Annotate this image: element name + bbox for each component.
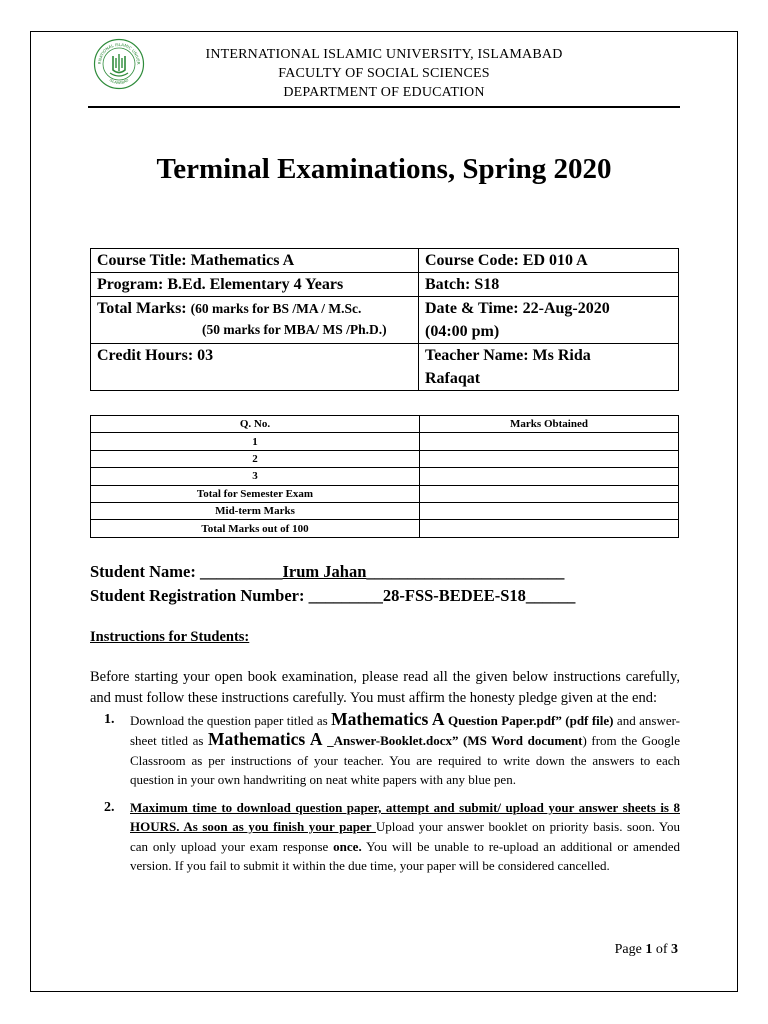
- row-label: Total Marks out of 100: [91, 520, 420, 537]
- marks-cell: [420, 502, 679, 519]
- svg-text:ISLAMABAD: [109, 78, 130, 85]
- marks-cell: [420, 433, 679, 450]
- marks-table: [90, 415, 679, 538]
- item-body: [130, 798, 680, 875]
- svg-text:INTERNATIONAL ISLAMIC UNIVERSI: [93, 38, 141, 65]
- info-row: [91, 344, 679, 391]
- instructions-heading: Instructions for Students:: [90, 629, 250, 645]
- date-time-cell: [419, 297, 679, 344]
- row-label: Total for Semester Exam: [91, 485, 420, 502]
- info-row: [91, 297, 679, 344]
- table-row: [91, 485, 679, 502]
- university-header: [180, 45, 588, 102]
- header-divider: [88, 106, 680, 108]
- item2-text-b: You will be unable to re-upload an additional or amended version. If you fail to submit it within the due time, your paper will be considered cancelled.: [130, 838, 680, 873]
- total-marks-cell: [91, 297, 419, 344]
- credit-hours: Credit Hours: 03: [91, 344, 419, 391]
- student-name-line: [90, 562, 564, 582]
- total-marks-label: Total Marks:: [97, 300, 187, 317]
- item2-once: once.: [333, 838, 362, 854]
- student-registration-line: [90, 586, 575, 606]
- exam-title: Terminal Examinations, Spring 2020: [156, 153, 612, 185]
- course-title: Course Title: Mathematics A: [91, 249, 419, 273]
- university-name: INTERNATIONAL ISLAMIC UNIVERSITY, ISLAMABAD: [205, 47, 563, 62]
- total-marks-line1: (60 marks for BS /MA / M.Sc.: [190, 301, 362, 316]
- department-name: DEPARTMENT OF EDUCATION: [283, 85, 485, 100]
- table-row: [91, 433, 679, 450]
- table-row: [91, 520, 679, 537]
- batch: Batch: S18: [419, 273, 679, 297]
- marks-cell: [420, 450, 679, 467]
- item2-text-a: Upload your answer booklet on priority basis. soon. You can only upload your exam response: [130, 819, 680, 854]
- marks-cell: [420, 520, 679, 537]
- info-row: [91, 273, 679, 297]
- instruction-item-2: [90, 798, 680, 875]
- table-row: [91, 450, 679, 467]
- item-number: 1.: [104, 712, 115, 727]
- row-label: 2: [91, 450, 420, 467]
- course-code: Course Code: ED 010 A: [419, 249, 679, 273]
- page-number: 1: [645, 942, 653, 957]
- student-name-value: Irum Jahan: [282, 562, 367, 581]
- student-name-label: Student Name:: [90, 562, 200, 581]
- marks-header-row: [91, 416, 679, 433]
- logo-text-top: RNATIONAL ISLAMIC UNIVER: [96, 41, 142, 65]
- item1-question-file: Question Paper.pdf” (pdf file): [444, 713, 614, 728]
- marks-obtained-header: Marks Obtained: [420, 416, 679, 433]
- date-time-line1: Date & Time: 22-Aug-2020: [425, 300, 610, 317]
- page-footer: [615, 942, 678, 958]
- item1-answer-file: _Answer-Booklet.docx” (MS Word document: [322, 733, 583, 749]
- instruction-item-1: [90, 710, 680, 789]
- item1-course-name-2: Mathematics A: [208, 729, 323, 750]
- item1-text-c: ) from the Google Classroom as per instructions of your teacher. You are required to write down the answers to each question in your own handwriting on neat white papers with any blue pen.: [130, 733, 680, 787]
- teacher-name-line2: Rafaqat: [425, 370, 481, 387]
- of-label: of: [652, 942, 671, 957]
- table-row: [91, 502, 679, 519]
- item-number: 2.: [104, 800, 115, 815]
- registration-value: _________28-FSS-BEDEE-S18______: [308, 586, 576, 605]
- table-row: [91, 468, 679, 485]
- item1-text-a: Download the question paper titled as: [130, 713, 332, 728]
- program: Program: B.Ed. Elementary 4 Years: [91, 273, 419, 297]
- student-name-blank-post: ________________________: [366, 562, 565, 581]
- registration-label: Student Registration Number:: [90, 586, 309, 605]
- info-row: [91, 249, 679, 273]
- item1-course-name: Mathematics A: [331, 709, 445, 729]
- faculty-name: FACULTY OF SOCIAL SCIENCES: [278, 66, 490, 81]
- marks-cell: [420, 485, 679, 502]
- row-label: Mid-term Marks: [91, 502, 420, 519]
- logo-text-bottom: ISLAMABAD: [108, 78, 130, 86]
- date-time-line2: (04:00 pm): [425, 323, 500, 340]
- qno-header: Q. No.: [91, 416, 420, 433]
- page-label: Page: [614, 942, 646, 957]
- item2-deadline: Maximum time to download question paper, attempt and submit/ upload your answer sheets is 8 HOURS. As soon as you finish your paper: [130, 800, 680, 835]
- page-total: 3: [671, 942, 678, 957]
- university-logo: [93, 38, 145, 90]
- student-name-blank-pre: __________: [200, 562, 283, 581]
- instructions-intro: Before starting your open book examination, please read all the given below instructions carefully, and must follow these instructions carefully. You must affirm the honesty pledge given at the end:: [90, 669, 680, 706]
- row-label: 3: [91, 468, 420, 485]
- marks-cell: [420, 468, 679, 485]
- item1-text-b: and answer-sheet titled as: [130, 713, 681, 749]
- row-label: 1: [91, 433, 420, 450]
- item-body: [130, 710, 680, 789]
- total-marks-line2: (50 marks for MBA/ MS /Ph.D.): [202, 322, 387, 337]
- course-info-table: [90, 248, 679, 391]
- teacher-name-cell: [419, 344, 679, 391]
- teacher-name-line1: Teacher Name: Ms Rida: [425, 347, 591, 364]
